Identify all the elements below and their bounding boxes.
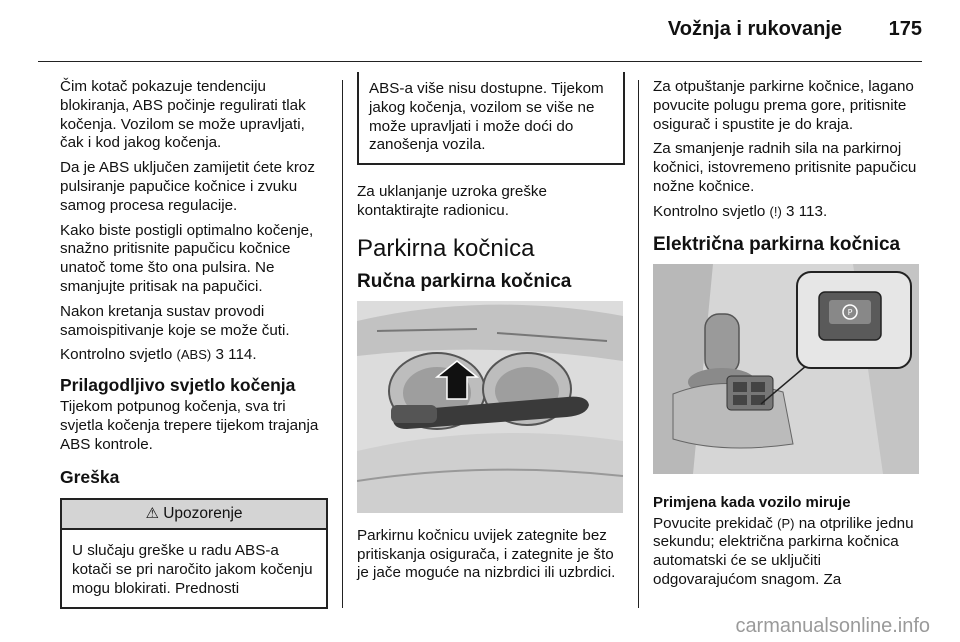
- paragraph: Čim kotač pokazuje tendenciju blokiranja, ABS počinje regulirati tlak kočenja. Vozilom se može upravljati, čak i kod jakog kočenja.: [60, 78, 306, 152]
- paragraph: Kako biste postigli optimalno kočenje, snažno pritisnite papučicu kočnice unatoč tome što ona pulsira. Ne smanjujte pritisak na papučici.: [60, 221, 314, 295]
- paragraph: [653, 515, 921, 590]
- column-3: [653, 78, 921, 596]
- electric-parking-brake-image: [653, 264, 919, 474]
- header-rule: [38, 61, 922, 62]
- paragraph: Tijekom potpunog kočenja, sva tri svjetla kočenja trepere tijekom trajanja ABS kontrole.: [60, 398, 319, 453]
- column-2: [357, 74, 625, 589]
- section-heading-parking-brake: Parkirna kočnica: [357, 234, 535, 262]
- page-number: 175: [888, 18, 922, 40]
- subheading-fault: Greška: [60, 466, 120, 487]
- warning-triangle-icon: ⚠: [145, 504, 159, 522]
- paragraph: Za smanjenje radnih sila na parkirnoj kočnici, istovremeno pritisnite papučicu nožne kočnice.: [653, 140, 917, 195]
- column-divider-1: [342, 80, 343, 608]
- hand-brake-lever-illustration: [357, 301, 623, 513]
- text: Kontrolno svjetlo: [653, 202, 766, 220]
- page-reference-arrow-icon: 3: [215, 346, 224, 364]
- text: Kontrolno svjetlo: [60, 346, 173, 364]
- brake-warning-light-icon: (!): [769, 203, 782, 219]
- paragraph: Parkirnu kočnicu uvijek zategnite bez pritiskanja osigurača, i zategnite je što je jače moguće na nizbrdici ili uzbrdici.: [357, 526, 616, 582]
- page-reference-link[interactable]: 114.: [228, 346, 257, 364]
- warning-title: Upozorenje: [163, 504, 243, 522]
- warning-box: [60, 498, 328, 609]
- page-reference-link[interactable]: 113.: [798, 202, 828, 220]
- page-header-title: Vožnja i rukovanje: [667, 18, 842, 40]
- electric-parking-brake-switch-illustration: [653, 264, 919, 474]
- subheading-adaptive-brake-light: Prilagodljivo svjetlo kočenja: [60, 375, 296, 396]
- manual-parking-brake-image: [357, 301, 623, 513]
- column-divider-2: [638, 80, 639, 608]
- paragraph: Za uklanjanje uzroka greške kontaktirajte radionicu.: [357, 183, 547, 219]
- text: na otprilike jednu sekundu; električna parkirna kočnica automatski će se uključiti odgovarajućom snagom. Za: [653, 514, 914, 588]
- text: Povucite prekidač: [653, 514, 773, 532]
- paragraph: Nakon kretanja sustav provodi samoispitivanje koje se može čuti.: [60, 302, 290, 339]
- subheading-manual-parking-brake: Ručna parkirna kočnica: [357, 270, 572, 292]
- paragraph: Da je ABS uključen zamijetit ćete kroz pulsiranje papučice kočnice i zvuku samog procesa regulacije.: [60, 159, 315, 214]
- warning-text: U slučaju greške u radu ABS-a kotači se pri naročito jakom kočenju mogu blokirati. Prednosti: [72, 542, 313, 597]
- warning-header: [62, 500, 326, 531]
- paragraph: [653, 203, 921, 222]
- paragraph: Za otpuštanje parkirne kočnice, lagano povucite polugu prema gore, pritisnite osigurač i spustite je do kraja.: [653, 78, 914, 133]
- subheading-electric-parking-brake: Električna parkirna kočnica: [653, 233, 901, 255]
- column-1: [60, 78, 328, 609]
- paragraph: [60, 346, 328, 365]
- parking-brake-switch-icon: (P): [777, 515, 795, 531]
- watermark: carmanualsonline.info: [735, 615, 930, 637]
- warning-box-continued: ABS-a više nisu dostupne. Tijekom jakog kočenja, vozilom se više ne može upravljati i može doći do zanošenja vozila.: [357, 72, 625, 165]
- abs-warning-light-icon: (ABS): [176, 347, 212, 363]
- subheading-applied-at-standstill: Primjena kada vozilo miruje: [653, 493, 851, 511]
- page-reference-arrow-icon: 3: [786, 202, 795, 220]
- svg-text:P: P: [847, 307, 853, 317]
